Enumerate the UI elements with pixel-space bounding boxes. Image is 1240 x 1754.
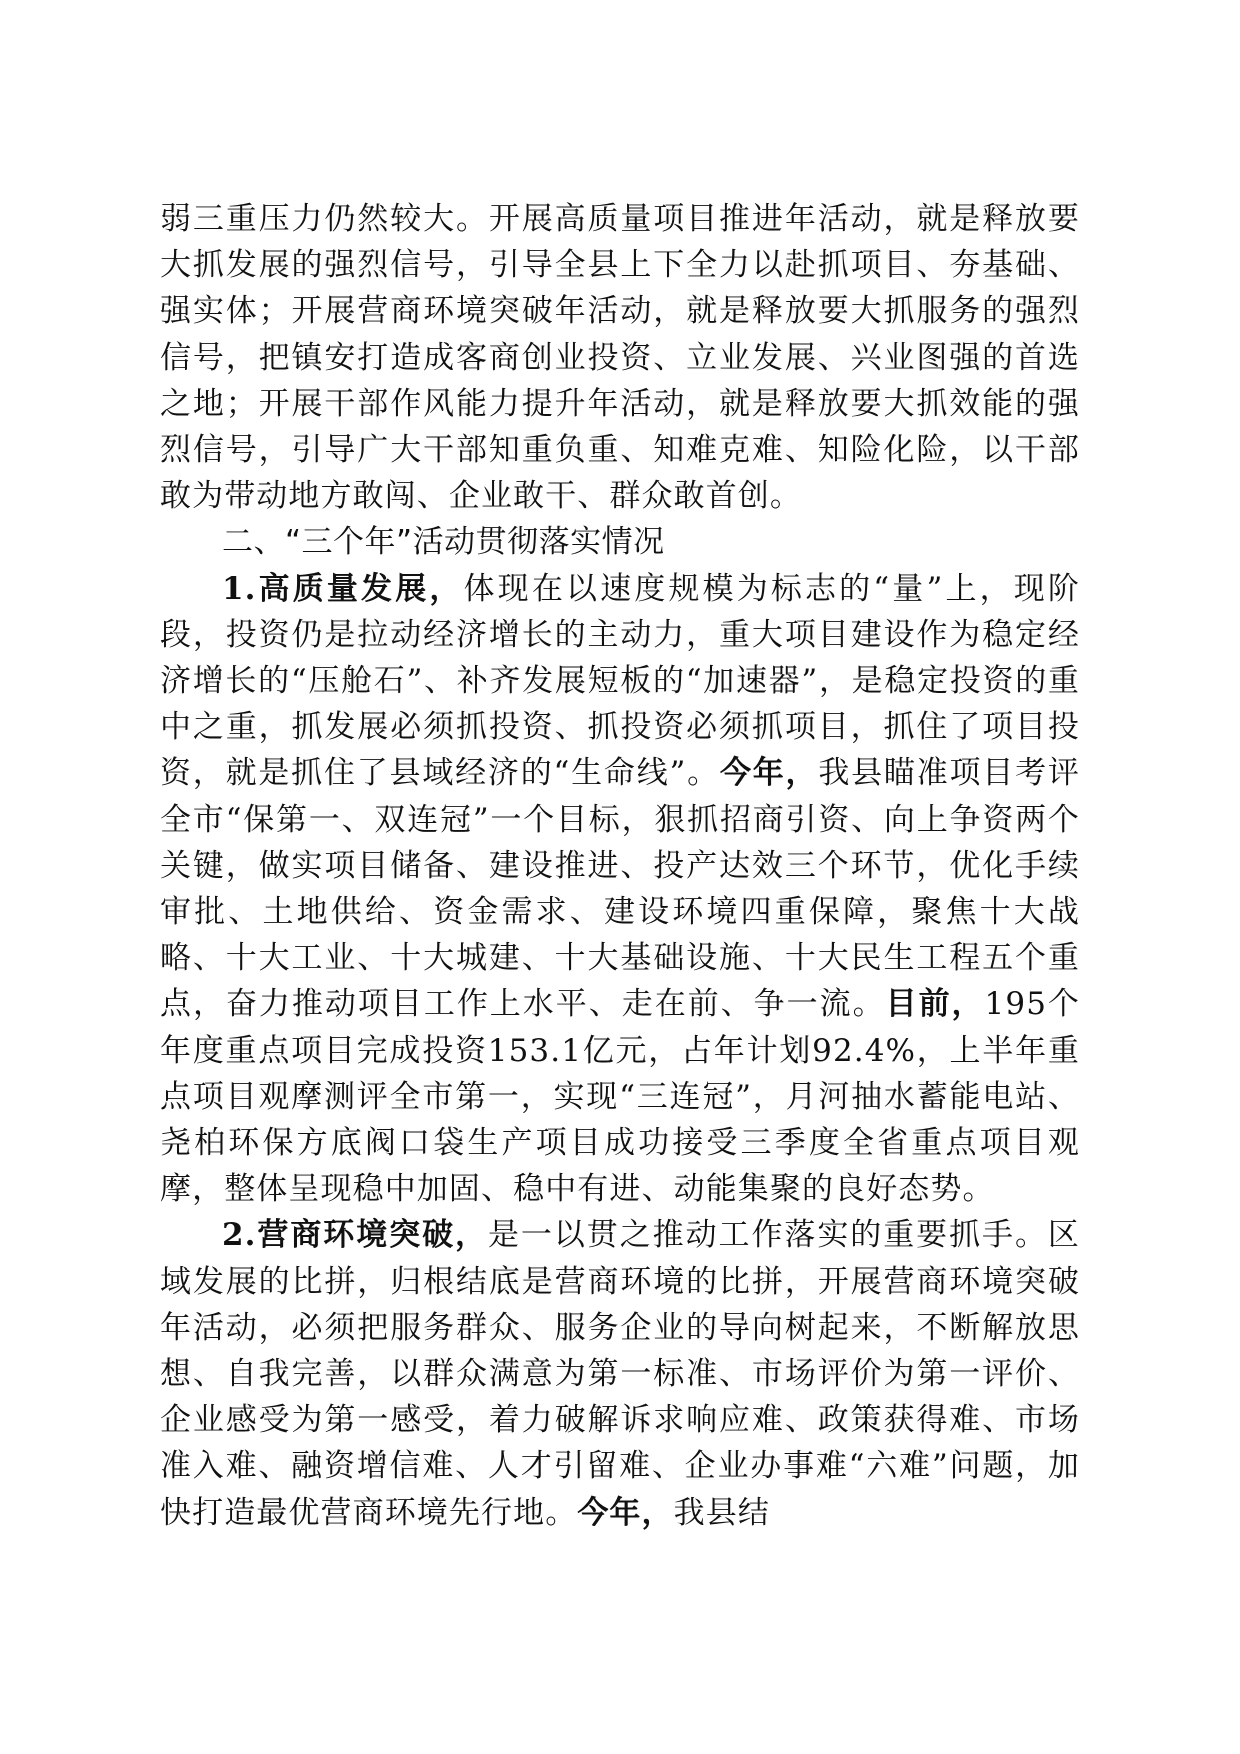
inline-bold-this-year: 今年， [719, 755, 819, 792]
paragraph-text: 195个年度重点项目完成投资153.1亿元，占年计划92.4%，上半年重点项目观摩测评全市第一，实现“三连冠”，月河抽水蓄能电站、尧柏环保方底阀口袋生产项目成功接受三季度全省重点项目观摩，整体呈现稳中加固、稳中有进、动能集聚的良好态势。 [160, 986, 1080, 1208]
paragraph-text: 我县结 [673, 1494, 770, 1531]
paragraph-text: 我县瞄准项目考评全市“保第一、双连冠”一个目标，狠抓招商引资、向上争资两个关键，做实项目储备、建设推进、投产达效三个环节，优化手续审批、土地供给、资金需求、建设环境四重保障，聚焦十大战略、十大工业、十大城建、十大基础设施、十大民生工程五个重点，奋力推动项目工作上水平、走在前、争一流。 [160, 755, 1080, 1023]
paragraph-intro-continuation: 弱三重压力仍然较大。开展高质量项目推进年活动，就是释放要大抓发展的强烈信号，引导全县上下全力以赴抓项目、夯基础、强实体；开展营商环境突破年活动，就是释放要大抓服务的强烈信号，把镇安打造成客商创业投资、立业发展、兴业图强的首选之地；开展干部作风能力提升年活动，就是释放要大抓效能的强烈信号，引导广大干部知重负重、知难克难、知险化险，以干部敢为带动地方敢闯、企业敢干、群众敢首创。 [160, 201, 1080, 515]
paragraph-text: 体现在以速度规模为标志的“量”上，现阶段，投资仍是拉动经济增长的主动力，重大项目建设作为稳定经济增长的“压舱石”、补齐发展短板的“加速器”，是稳定投资的重中之重，抓发展必须抓投资、抓投资必须抓项目，抓住了项目投资，就是抓住了县域经济的“生命线”。 [160, 570, 1080, 792]
inline-bold-currently: 目前， [885, 986, 985, 1023]
paragraph-business-environment [160, 1212, 1080, 1535]
paragraph-high-quality-development [160, 566, 1080, 1213]
document-page [160, 196, 1080, 1536]
inline-bold-this-year: 今年， [577, 1494, 674, 1531]
paragraph-lead-bold: 1.高质量发展， [222, 570, 464, 607]
paragraph-lead-bold: 2.营商环境突破， [222, 1217, 488, 1254]
section-heading: 二、“三个年”活动贯彻落实情况 [222, 524, 665, 561]
paragraph-text: 是一以贯之推动工作落实的重要抓手。区域发展的比拼，归根结底是营商环境的比拼，开展营商环境突破年活动，必须把服务群众、服务企业的导向树起来，不断解放思想、自我完善，以群众满意为第一标准、市场评价为第一评价、企业感受为第一感受，着力破解诉求响应难、政策获得难、市场准入难、融资增信难、人才引留难、企业办事难“六难”问题，加快打造最优营商环境先行地。 [160, 1217, 1080, 1531]
